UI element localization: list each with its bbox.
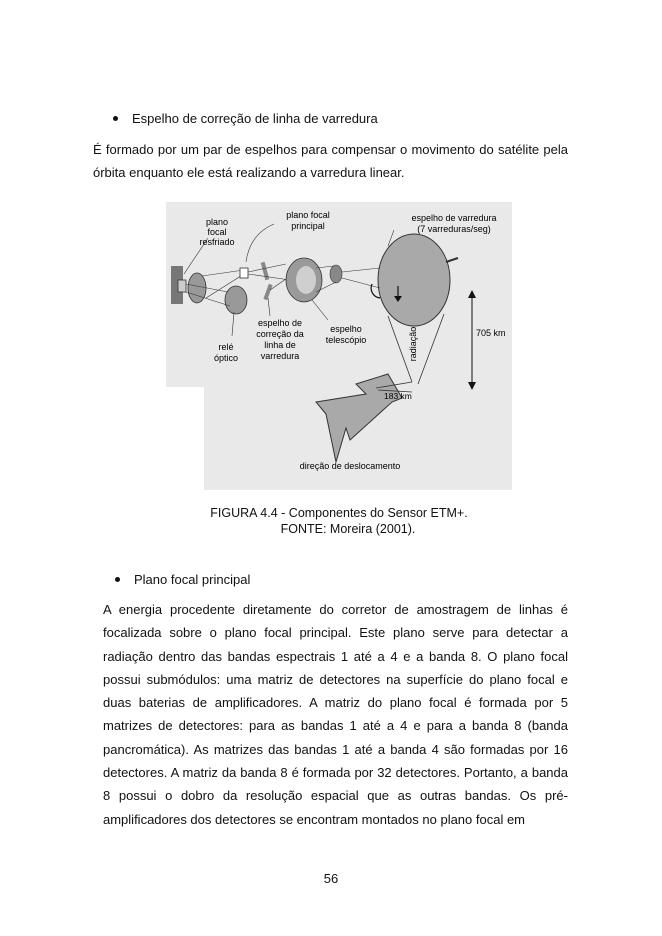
label-cold-focal-plane-1: plano bbox=[205, 217, 229, 227]
paragraph-text: É formado por um par de espelhos para compensar o movimento do satélite pela órbita enquanto ele está realizando a varredura linear. bbox=[93, 142, 568, 181]
label-primary-focal-plane-1: plano focal bbox=[286, 210, 330, 220]
scan-mirror-shape bbox=[378, 234, 450, 326]
label-scan-mirror-1: espelho de varredura bbox=[411, 213, 497, 223]
bullet-text: Espelho de correção de linha de varredura bbox=[132, 111, 378, 126]
label-swath-width: 183 km bbox=[384, 391, 412, 401]
label-scan-mirror-2: (7 varreduras/seg) bbox=[417, 224, 491, 234]
label-scan-line-corrector-2: correção da bbox=[256, 329, 304, 339]
paragraph-scan-line-corrector bbox=[93, 138, 568, 185]
label-primary-focal-plane-2: principal bbox=[291, 221, 325, 231]
paragraph-text: A energia procedente diretamente do corretor de amostragem de linhas é focalizada sobre o plano focal principal. Este plano serve para detectar a radiação dentro das bandas espectrais 1 até a 4 e a banda 8. O plano focal possui submódulos: uma matriz de detectores na superfície do plano focal e duas baterias de amplificadores. A matriz do plano focal é formada por 5 matrizes de detectores: para as bandas 1 até a 4 e para a banda 8 (banda pancromática). As matrizes das bandas 1 até a banda 4 são formadas por 16 detectores. A matriz da banda 8 é formada por 32 detectores. Portanto, a banda 8 possui o dobro da resolução espacial que as outras bandas. Os pré-amplificadores dos detectores se encontram montados no plano focal em bbox=[103, 602, 568, 827]
label-direction: direção de deslocamento bbox=[299, 461, 401, 471]
paragraph-primary-focal-plane bbox=[103, 598, 568, 831]
label-altitude: 705 km bbox=[476, 328, 506, 338]
label-cold-focal-plane-3: resfriado bbox=[199, 237, 235, 247]
bullet-item-primary-focal-plane bbox=[115, 572, 250, 588]
label-cold-focal-plane-2: focal bbox=[207, 227, 227, 237]
label-scan-line-corrector-3: linha de bbox=[264, 340, 296, 350]
label-telescope-mirror-2: telescópio bbox=[325, 335, 367, 345]
etm-sensor-diagram bbox=[166, 202, 512, 490]
figure-etm-sensor bbox=[166, 202, 512, 490]
label-relay-optic-2: óptico bbox=[213, 353, 239, 363]
relay-optic-lens-1 bbox=[188, 273, 206, 303]
bullet-dot-icon bbox=[115, 577, 120, 582]
relay-optic-lens-2 bbox=[225, 286, 247, 314]
label-radiation: radiação bbox=[408, 326, 418, 362]
label-relay-optic-1: relé bbox=[218, 342, 234, 352]
page-number: 56 bbox=[323, 871, 339, 886]
bullet-dot-icon bbox=[113, 116, 118, 121]
label-telescope-mirror-1: espelho bbox=[330, 324, 362, 334]
bullet-text: Plano focal principal bbox=[134, 572, 251, 587]
label-scan-line-corrector-4: varredura bbox=[260, 351, 300, 361]
figure-caption-title: FIGURA 4.4 - Componentes do Sensor ETM+. bbox=[210, 506, 468, 520]
bullet-item-scan-line-corrector bbox=[113, 111, 378, 127]
figure-caption-source: FONTE: Moreira (2001). bbox=[280, 522, 416, 536]
primary-focal-plane-shape bbox=[240, 268, 248, 278]
label-scan-line-corrector-1: espelho de bbox=[257, 318, 303, 328]
